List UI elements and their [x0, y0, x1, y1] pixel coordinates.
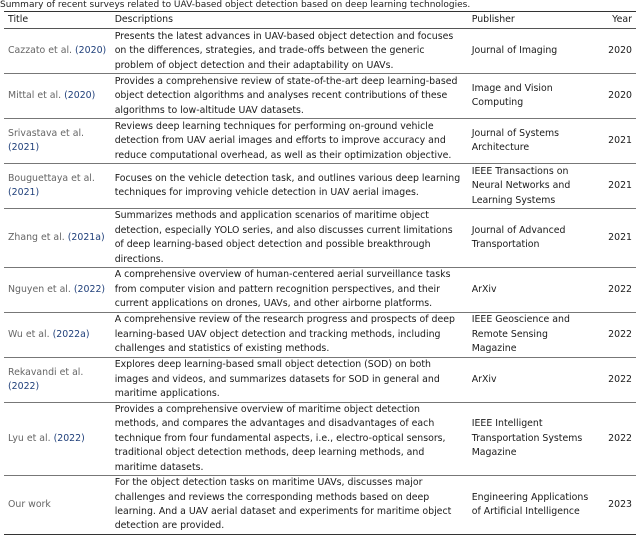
cell-description: Provides a comprehensive overview of maritime object detection methods, and compares the advantages and disadvantages of each technique from four fundamental aspects, i.e., electro-optical sensors, traditional object detection methods, deep learning methods, and maritime datasets.	[111, 403, 468, 476]
cell-description: Presents the latest advances in UAV-based object detection and focuses on the differences, strategies, and trade-offs between the generic problem of object detection and their adaptability on UAVs.	[111, 29, 468, 74]
table-body	[4, 29, 636, 535]
cell-title	[4, 164, 111, 209]
citation-year-link[interactable]: (2022a)	[52, 328, 90, 340]
citation-author: Rekavandi et al.	[8, 366, 84, 378]
table-row	[4, 119, 636, 164]
cell-description: For the object detection tasks on maritime UAVs, discusses major challenges and reviews the corresponding methods based on deep learning. And a UAV aerial dataset and experiments for maritime object detection are provided.	[111, 476, 468, 535]
cell-publisher: IEEE Geoscience and Remote Sensing Magazine	[468, 313, 597, 358]
table-row	[4, 313, 636, 358]
citation-year-link[interactable]: (2022)	[8, 381, 40, 393]
table-row	[4, 476, 636, 535]
cell-publisher: Image and Vision Computing	[468, 74, 597, 119]
cell-publisher: Engineering Applications of Artificial Intelligence	[468, 476, 597, 535]
cell-publisher: Journal of Advanced Transportation	[468, 209, 597, 268]
cell-year: 2020	[597, 29, 636, 74]
cell-title	[4, 119, 111, 164]
citation-year-link[interactable]: (2021)	[8, 142, 40, 154]
citation-author: Cazzato et al.	[8, 45, 73, 57]
citation-year-link[interactable]: (2020)	[64, 90, 96, 102]
cell-description: A comprehensive review of the research progress and prospects of deep learning-based UAV object detection and tracking methods, including challenges and statistics of existing methods.	[111, 313, 468, 358]
citation-author: Mittal et al.	[8, 90, 62, 102]
table-header-row	[4, 12, 636, 29]
cell-year: 2022	[597, 268, 636, 313]
surveys-table	[4, 11, 636, 535]
citation-year-link[interactable]: (2020)	[75, 45, 107, 57]
citation-year-link[interactable]: (2021a)	[67, 232, 105, 244]
header-publisher: Publisher	[468, 12, 597, 29]
cell-publisher: ArXiv	[468, 358, 597, 403]
cell-publisher: Journal of Imaging	[468, 29, 597, 74]
table-row	[4, 268, 636, 313]
citation-year-link[interactable]: (2022)	[53, 432, 85, 444]
cell-title	[4, 313, 111, 358]
cell-publisher: ArXiv	[468, 268, 597, 313]
cell-title	[4, 476, 111, 535]
cell-title	[4, 268, 111, 313]
table-row	[4, 209, 636, 268]
cell-title	[4, 29, 111, 74]
cell-title	[4, 403, 111, 476]
citation-year-link[interactable]: (2021)	[8, 187, 40, 199]
header-descriptions: Descriptions	[111, 12, 468, 29]
citation-author: Srivastava et al.	[8, 128, 85, 139]
cell-description: Provides a comprehensive review of state-of-the-art deep learning-based object detection algorithms and analyses recent contributions of these algorithms to low-altitude UAV datasets.	[111, 74, 468, 119]
citation-author: Zhang et al.	[8, 232, 65, 244]
table-row	[4, 164, 636, 209]
table-caption: Summary of recent surveys related to UAV-based object detection based on deep learning technologies.	[0, 0, 471, 10]
header-title: Title	[4, 12, 111, 29]
header-year: Year	[597, 12, 636, 29]
cell-title	[4, 74, 111, 119]
cell-year: 2021	[597, 209, 636, 268]
cell-year: 2023	[597, 476, 636, 535]
cell-year: 2021	[597, 119, 636, 164]
cell-publisher: Journal of Systems Architecture	[468, 119, 597, 164]
cell-publisher: IEEE Transactions on Neural Networks and Learning Systems	[468, 164, 597, 209]
citation-author: Lyu et al.	[8, 432, 51, 444]
table-row	[4, 358, 636, 403]
cell-publisher: IEEE Intelligent Transportation Systems Magazine	[468, 403, 597, 476]
cell-year: 2020	[597, 74, 636, 119]
cell-year: 2022	[597, 358, 636, 403]
cell-title	[4, 358, 111, 403]
cell-description: Focuses on the vehicle detection task, and outlines various deep learning techniques for improving vehicle detection in UAV aerial images.	[111, 164, 468, 209]
cell-description: Explores deep learning-based small object detection (SOD) on both images and videos, and summarizes datasets for SOD in general and maritime applications.	[111, 358, 468, 403]
citation-year-link[interactable]: (2022)	[73, 283, 106, 295]
cell-year: 2021	[597, 164, 636, 209]
table-row	[4, 403, 636, 476]
citation-author: Wu et al.	[8, 328, 50, 340]
citation-author: Bouguettaya et al.	[8, 173, 95, 184]
cell-title	[4, 209, 111, 268]
cell-description: A comprehensive overview of human-centered aerial surveillance tasks from computer vision and pattern recognition perspectives, and their current applications on drones, UAVs, and other airborne platforms.	[111, 268, 468, 313]
cell-year: 2022	[597, 313, 636, 358]
citation-author: Nguyen et al.	[8, 283, 71, 295]
cell-year: 2022	[597, 403, 636, 476]
table-row	[4, 29, 636, 74]
table-row	[4, 74, 636, 119]
citation-author: Our work	[8, 498, 51, 510]
cell-description: Reviews deep learning techniques for performing on-ground vehicle detection from UAV aerial images and efforts to improve accuracy and reduce computational overhead, as well as their optimization objective.	[111, 119, 468, 164]
cell-description: Summarizes methods and application scenarios of maritime object detection, especially YOLO series, and also discusses current limitations of deep learning-based object detection and possible breakthrough directions.	[111, 209, 468, 268]
